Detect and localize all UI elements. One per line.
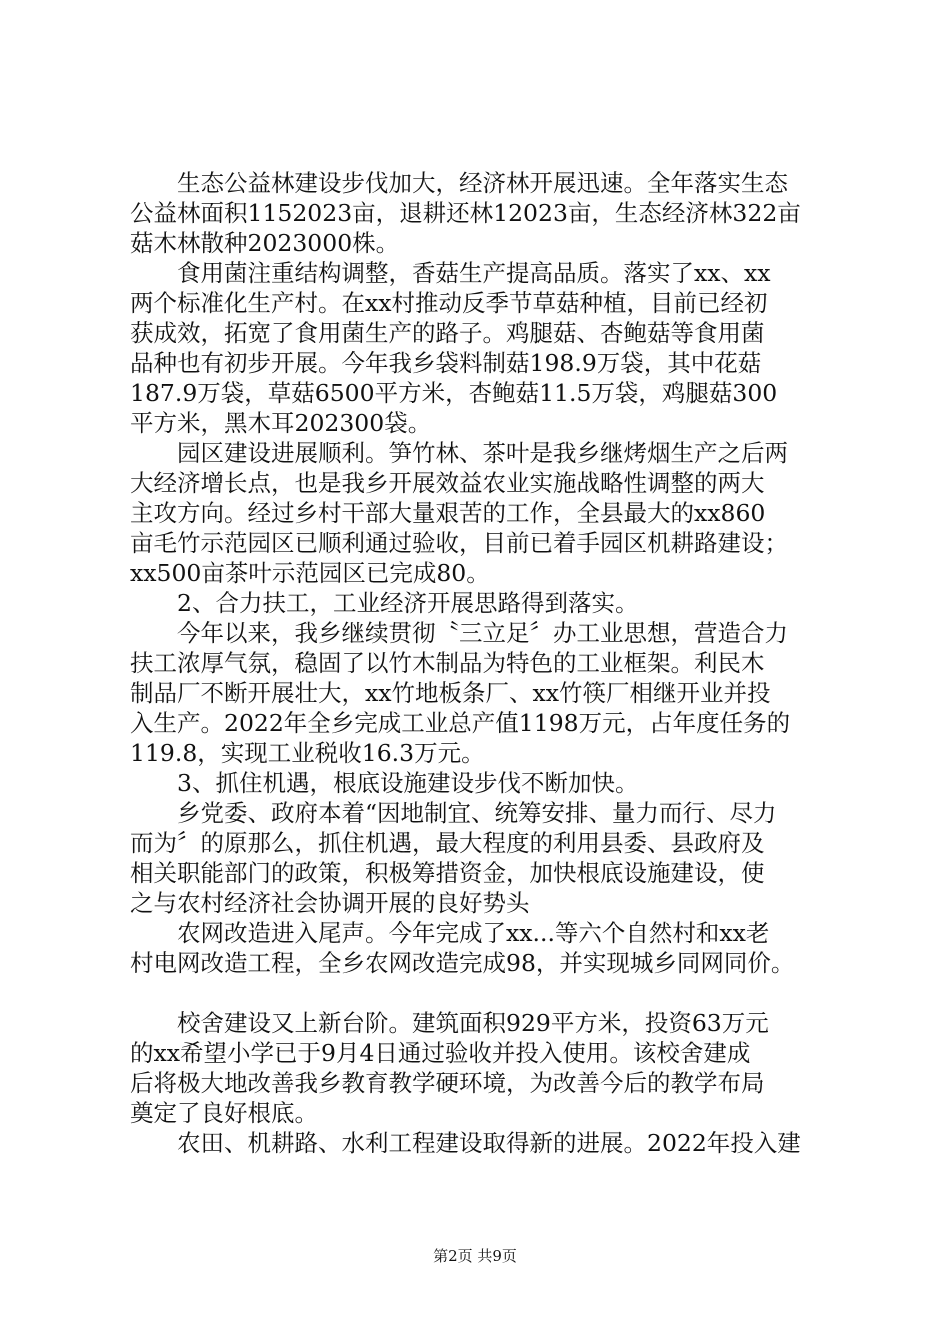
text-line: 119.8，实现工业税收16.3万元。	[130, 739, 485, 767]
text-line: xx500亩茶叶示范园区已完成80。	[130, 559, 490, 587]
text-line: 主攻方向。经过乡村干部大量艰苦的工作，全县最大的xx860	[130, 499, 766, 527]
section-heading	[130, 768, 850, 798]
paragraph	[130, 1128, 850, 1158]
paragraph	[130, 798, 850, 918]
text-line: 园区建设进展顺利。笋竹林、茶叶是我乡继烤烟生产之后两	[177, 439, 788, 467]
paragraph	[130, 168, 850, 258]
text-line: 入生产。2022年全乡完成工业总产值1198万元，占年度任务的	[130, 709, 791, 737]
text-line: 生态公益林建设步伐加大，经济林开展迅速。全年落实生态	[177, 169, 788, 197]
paragraph	[130, 1008, 850, 1128]
text-line: 获成效，拓宽了食用菌生产的路子。鸡腿菇、杏鲍菇等食用菌	[130, 319, 765, 347]
text-line: 农网改造进入尾声。今年完成了xx...等六个自然村和xx老	[177, 919, 770, 947]
text-line: 的xx希望小学已于9月4日通过验收并投入使用。该校舍建成	[130, 1039, 751, 1067]
text-line: 校舍建设又上新台阶。建筑面积929平方米，投资63万元	[177, 1009, 769, 1037]
text-line: 相关职能部门的政策，积极筹措资金，加快根底设施建设，使	[130, 859, 765, 887]
page-number: 第2页 共9页	[433, 1247, 517, 1265]
paragraph	[130, 618, 850, 768]
section-heading	[130, 588, 850, 618]
text-line: 之与农村经济社会协调开展的良好势头	[130, 889, 530, 917]
text-line: 村电网改造工程，全乡农网改造完成98，并实现城乡同网同价。	[130, 949, 795, 977]
text-line: 品种也有初步开展。今年我乡袋料制菇198.9万袋，其中花菇	[130, 349, 762, 377]
text-line: 公益林面积1152023亩，退耕还林12023亩，生态经济林322亩	[130, 199, 801, 227]
text-line: 制品厂不断开展壮大，xx竹地板条厂、xx竹筷厂相继开业并投	[130, 679, 771, 707]
text-line: 而为〞的原那么，抓住机遇，最大程度的利用县委、县政府及	[130, 829, 765, 857]
text-line: 扶工浓厚气氛，稳固了以竹木制品为特色的工业框架。利民木	[130, 649, 765, 677]
text-line: 2、合力扶工，工业经济开展思路得到落实。	[177, 589, 639, 617]
text-line: 187.9万袋，草菇6500平方米，杏鲍菇11.5万袋，鸡腿菇300	[130, 379, 778, 407]
text-line: 今年以来，我乡继续贯彻〝三立足〞办工业思想，营造合力	[177, 619, 788, 647]
paragraph	[130, 918, 850, 978]
text-line: 奠定了良好根底。	[130, 1099, 318, 1127]
text-line: 平方米，黑木耳202300袋。	[130, 409, 432, 437]
text-line: 两个标准化生产村。在xx村推动反季节草菇种植，目前已经初	[130, 289, 768, 317]
text-line: 后将极大地改善我乡教育教学硬环境，为改善今后的教学布局	[130, 1069, 765, 1097]
paragraph	[130, 438, 850, 588]
page-footer	[0, 1245, 950, 1266]
text-line: 食用菌注重结构调整，香菇生产提高品质。落实了xx、xx	[177, 259, 771, 287]
text-line: 3、抓住机遇，根底设施建设步伐不断加快。	[177, 769, 639, 797]
document-body	[130, 168, 850, 1158]
paragraph	[130, 258, 850, 438]
text-line: 农田、机耕路、水利工程建设取得新的进展。2022年投入建	[177, 1129, 801, 1157]
text-line: 菇木林散种2023000株。	[130, 229, 400, 257]
text-line: 乡党委、政府本着“因地制宜、统筹安排、量力而行、尽力	[177, 799, 777, 827]
text-line: 亩毛竹示范园区已顺利通过验收，目前已着手园区机耕路建设；	[130, 529, 788, 557]
text-line: 大经济增长点，也是我乡开展效益农业实施战略性调整的两大	[130, 469, 765, 497]
